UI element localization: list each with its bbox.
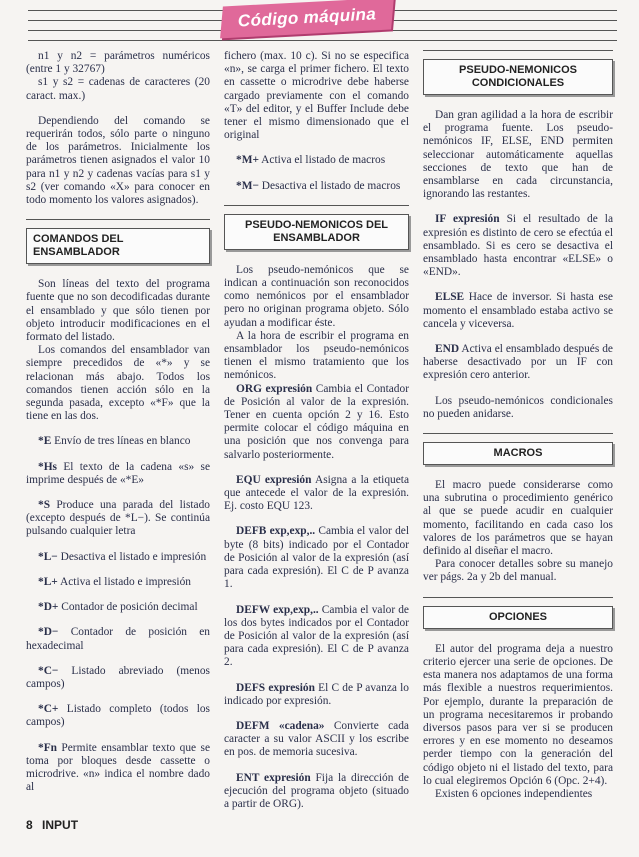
command-entry: [26, 703, 210, 729]
command-text: Listado completo (todos los campos): [26, 703, 210, 729]
paragraph: El autor del programa deja a nuestro criterio ejercer una serie de opciones. De esta manera nos adaptamos de una forma más flexible a nuestros requerimientos. Por ejemplo, durante la preparación de un programa necesitaremos ir probando diversos pasos para ver si se producen errores y en ese momento no deseamos perder tiempo con la generación del código objeto ni el listado del texto, para lo cual elegiremos Opción 6 (Opc. 2+4).: [423, 642, 613, 787]
command-entry: [26, 665, 210, 691]
mnemonic-entry: [224, 772, 409, 812]
section-heading: COMANDOS DEL ENSAMBLADOR: [26, 228, 210, 264]
command-key: *S: [38, 499, 51, 512]
section-heading: PSEUDO-NEMONICOS CONDICIONALES: [423, 59, 613, 95]
command-entry: [224, 154, 409, 167]
command-text: Desactiva el listado e impresión: [57, 550, 207, 563]
command-text: Produce una parada del listado (excepto después de *L−). Se continúa pulsando cualquier letra: [26, 499, 210, 538]
mnemonic-text: Convierte cada caracter a su valor ASCII y los escribe en pos. de memoria sucesiva.: [224, 719, 409, 759]
mnemonic-text: Activa el ensamblado después de haberse desactivado por un IF con expresión cero anterior.: [423, 343, 613, 382]
paragraph: A la hora de escribir el programa en ensamblador los pseudo-nemónicos tienen el mismo tratamiento que los nemónicos.: [224, 329, 409, 382]
page-footer: [26, 818, 78, 832]
mnemonic-text: Si el resultado de la expresión es distinto de cero se efectúa el ensamblado. Si es cero se desactiva el ensamblado hasta encontrar «ELSE» o «END».: [423, 213, 614, 279]
command-text: Envío de tres líneas en blanco: [51, 435, 191, 448]
command-text: Contador de posición decimal: [58, 601, 198, 614]
mnemonic-text: Fija la dirección de ejecución del programa objeto (situado a partir de ORG).: [224, 771, 409, 810]
mnemonic-entry: [423, 213, 613, 279]
command-entry: [26, 461, 210, 487]
command-key: *C+: [38, 703, 59, 716]
paragraph: fichero (max. 10 c). Si no se especifica «n», se carga el primer fichero. El texto en cassette o microdrive debe haberse cargado previamente con el comando «T» del editor, y el Buffer Include debe tener el mismo dimensionado que el original: [224, 50, 409, 142]
command-text: El texto de la cadena «s» se imprime después de «*E»: [26, 460, 210, 486]
command-key: *Fn: [38, 741, 57, 754]
command-key: *L+: [38, 575, 58, 588]
command-text: Contador de posición en hexadecimal: [26, 626, 210, 652]
section-heading: MACROS: [423, 442, 613, 465]
column-1: [26, 50, 210, 806]
command-text: Activa el listado de macros: [258, 154, 386, 167]
command-text: Activa el listado e impresión: [57, 575, 191, 588]
mnemonic-text: Cambia el valor de los dos bytes indicados por el Contador de Posición al valor de la expresión (así para cada expresión). El C de P avanza 2.: [224, 603, 409, 669]
command-key: *E: [38, 435, 52, 448]
command-entry: [26, 576, 210, 589]
column-2: [224, 50, 409, 823]
paragraph: s1 y s2 = cadenas de caracteres (20 caract. max.): [26, 76, 210, 102]
mnemonic-text: El C de P avanza lo indicado por expresión.: [224, 681, 409, 707]
command-entry: [26, 499, 210, 539]
mnemonic-text: Hace de inversor. Si hasta ese momento el ensamblado estaba activo se cancela y viceversa.: [423, 291, 613, 330]
divider: [423, 50, 613, 51]
mnemonic-entry: [224, 604, 409, 670]
mnemonic-text: Asigna a la etiqueta que antecede el valor de la expresión. Ej. costo EQU 123.: [224, 473, 409, 513]
command-entry: [26, 601, 210, 614]
command-text: Desactiva el listado de macros: [258, 179, 401, 192]
command-text: Permite ensamblar texto que se toma por bloques desde cassette o microdrive. «n» indica el nombre dado al: [26, 741, 210, 794]
command-entry: [26, 626, 210, 652]
paragraph: n1 y n2 = parámetros numéricos (entre 1 y 32767): [26, 50, 210, 76]
mnemonic-key: DEFS expresión: [236, 681, 315, 694]
mnemonic-key: DEFM «cadena»: [236, 719, 325, 732]
mnemonic-key: EQU expresión: [236, 473, 312, 486]
mnemonic-entry: [423, 291, 613, 331]
column-3: [423, 50, 613, 813]
mnemonic-entry: [224, 383, 409, 462]
command-text: Listado abreviado (menos campos): [26, 664, 210, 690]
mnemonic-key: ORG expresión: [236, 382, 313, 395]
paragraph: Son líneas del texto del programa fuente que no son decodificadas durante el ensamblado y que sólo tienen por objeto introducir modificaciones en el formato del listado.: [26, 278, 210, 344]
command-key: *D−: [38, 626, 59, 639]
mnemonic-key: END: [435, 343, 460, 356]
mnemonic-key: DEFW exp,exp,..: [236, 603, 319, 616]
mnemonic-key: IF expresión: [435, 213, 500, 226]
paragraph: Los pseudo-nemónicos que se indican a continuación son reconocidos como nemónicos por el ensamblador pero no originan programa objeto. Sólo ayudan a modificar éste.: [224, 263, 409, 329]
command-entry: [26, 551, 210, 564]
paragraph: Existen 6 opciones independientes: [435, 787, 593, 800]
magazine-brand: INPUT: [42, 818, 79, 832]
section-heading: OPCIONES: [423, 606, 613, 629]
command-key: *L−: [38, 550, 58, 563]
divider: [26, 219, 210, 220]
paragraph: Los pseudo-nemónicos condicionales no pueden anidarse.: [423, 394, 613, 420]
command-key: *Hs: [38, 460, 57, 473]
command-entry: [26, 742, 210, 795]
mnemonic-entry: [423, 343, 613, 383]
paragraph: Dan gran agilidad a la hora de escribir el programa fuente. Los pseudo-nemónicos IF, ELSE, END permiten seleccionar automáticamente aquellas secciones de texto que han de ensamblarse en cada circunstancia, ignorando las restantes.: [423, 109, 613, 201]
paragraph: Para conocer detalles sobre su manejo ver págs. 2a y 2b del manual.: [423, 558, 613, 584]
mnemonic-entry: [224, 525, 409, 591]
command-key: *M−: [236, 179, 259, 192]
command-entry: [26, 435, 210, 448]
page-number: 8: [26, 818, 33, 832]
divider: [423, 597, 613, 598]
mnemonic-key: ELSE: [435, 291, 465, 304]
mnemonic-text: Cambia el valor del byte (8 bits) indicado por el Contador de Posición al valor de la expresión (así para cada expresión). El C de P avanza 1.: [224, 525, 409, 591]
section-title: Código máquina: [237, 4, 377, 31]
mnemonic-entry: [224, 682, 409, 708]
mnemonic-entry: [224, 474, 409, 514]
paragraph: Los comandos del ensamblador van siempre precedidos de «*» y se relacionan más abajo. Todos los comandos tienen acción sólo en la segunda pasada, excepto «*F» que la tiene en las dos.: [26, 344, 210, 423]
mnemonic-key: ENT expresión: [236, 771, 311, 784]
command-key: *D+: [38, 601, 59, 614]
paragraph: El macro puede considerarse como una subrutina o procedimiento genérico al que se puede acudir en cualquier momento, facilitando en cada caso los valores de los parámetros que se hayan definido al diseñar el macro.: [423, 479, 613, 558]
mnemonic-text: Cambia el Contador de Posición al valor de la expresión. Tener en cuenta opción 2 y 16. Esto permite colocar el código máquina en una posición que nos convenga para salvarlo posteriormente.: [224, 382, 409, 461]
mnemonic-entry: [224, 720, 409, 760]
section-heading: PSEUDO-NEMONICOS DEL ENSAMBLADOR: [224, 214, 409, 250]
command-entry: [224, 180, 409, 193]
divider: [423, 433, 613, 434]
mnemonic-key: DEFB exp,exp,..: [236, 525, 316, 538]
paragraph: Dependiendo del comando se requerirán todos, sólo parte o ninguno de los parámetros. Inicialmente los parámetros tienen asignados el valor 10 para n1 y n2 y cadenas vacías para s1 y s2 (ver comando «X» para conocer en todo momento los valores asignados).: [26, 114, 210, 207]
command-key: *M+: [236, 154, 259, 167]
command-key: *C−: [38, 664, 59, 677]
divider: [224, 205, 409, 206]
